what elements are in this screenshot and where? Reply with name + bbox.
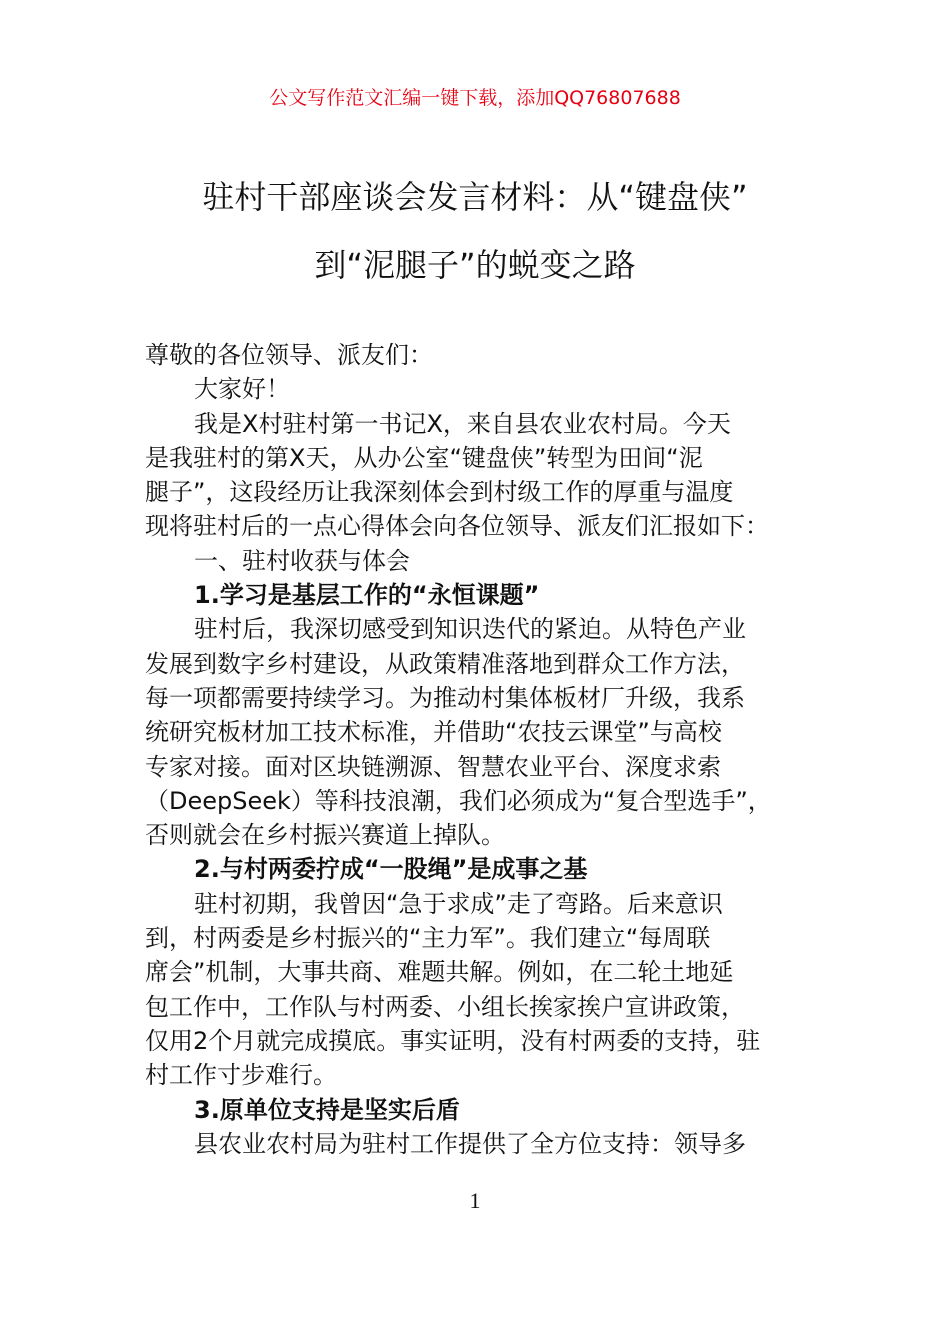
body-line: 席会”机制，大事共商、难题共解。例如，在二轮土地延: [145, 958, 734, 987]
body-line: 统研究板材加工技术标准，并借助“农技云课堂”与高校: [145, 718, 722, 747]
document-title-line-2: 到“泥腿子”的蜕变之路: [314, 246, 636, 284]
section-heading: 一、驻村收获与体会: [194, 546, 410, 575]
body-line: 包工作中，工作队与村两委、小组长挨家挨户宣讲政策，: [145, 992, 745, 1021]
body-line: 否则就会在乡村振兴赛道上掉队。: [145, 821, 505, 850]
document-title-line-1: 驻村干部座谈会发言材料：从“键盘侠”: [202, 178, 748, 216]
subheading: 3.原单位支持是坚实后盾: [194, 1095, 460, 1124]
body-line: 专家对接。面对区块链溯源、智慧农业平台、深度求索: [145, 752, 721, 781]
document-body: [145, 338, 835, 1161]
body-line: 到，村两委是乡村振兴的“主力军”。我们建立“每周联: [145, 924, 711, 953]
download-banner: 公文写作范文汇编一键下载，添加QQ76807688: [269, 87, 681, 109]
body-line: 村工作寸步难行。: [145, 1061, 337, 1090]
body-line: 我是X村驻村第一书记X，来自县农业农村局。今天: [194, 409, 731, 438]
body-line: （DeepSeek）等科技浪潮，我们必须成为“复合型选手”，: [145, 786, 772, 815]
greeting: 大家好！: [194, 375, 290, 404]
body-line: 仅用2个月就完成摸底。事实证明，没有村两委的支持，驻: [145, 1026, 761, 1055]
salutation: 尊敬的各位领导、派友们：: [145, 341, 433, 369]
body-line: 现将驻村后的一点心得体会向各位领导、派友们汇报如下：: [145, 512, 769, 541]
body-line: 是我驻村的第X天，从办公室“键盘侠”转型为田间“泥: [145, 443, 703, 472]
body-line: 每一项都需要持续学习。为推动村集体板材厂升级，我系: [145, 683, 745, 712]
body-line: 县农业农村局为驻村工作提供了全方位支持：领导多: [194, 1129, 746, 1158]
page-number: 1: [469, 1188, 481, 1213]
subheading: 2.与村两委拧成“一股绳”是成事之基: [194, 855, 588, 884]
body-line: 腿子”，这段经历让我深刻体会到村级工作的厚重与温度: [145, 478, 734, 507]
body-line: 驻村后，我深切感受到知识迭代的紧迫。从特色产业: [194, 615, 746, 644]
body-line: 驻村初期，我曾因“急于求成”走了弯路。后来意识: [194, 889, 723, 918]
body-line: 发展到数字乡村建设，从政策精准落地到群众工作方法，: [145, 649, 745, 678]
subheading: 1.学习是基层工作的“永恒课题”: [194, 581, 540, 610]
